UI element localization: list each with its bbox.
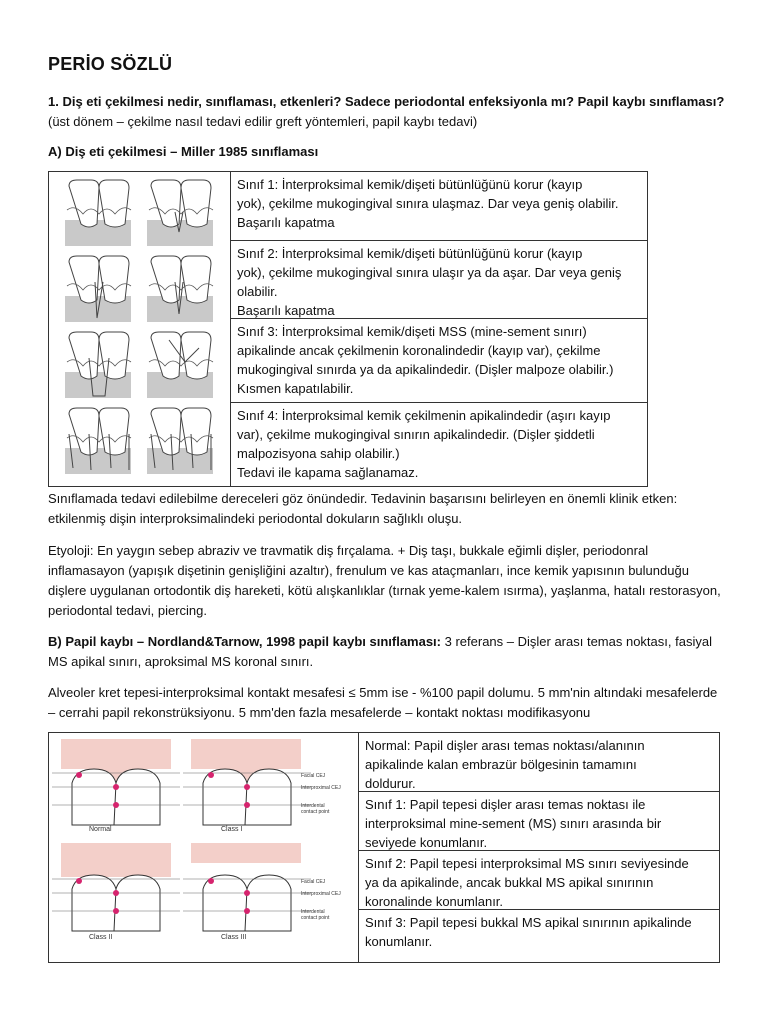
label-facial-cej-2: Facial CEJ xyxy=(301,879,326,885)
papil-class2-figure xyxy=(52,843,180,941)
papil-class3-figure xyxy=(183,843,341,941)
paragraph-alveolar: Alveoler kret tepesi-interproksimal kontakt mesafesi ≤ 5mm ise - %100 papil dolumu. 5 mm'nin altındaki mesafelerde – cerrahi papil rekonstrüksiyonu. 5 mm'den fazla mesafelerde – kontakt noktası modifikasyonu xyxy=(48,685,718,720)
section-b xyxy=(48,632,728,672)
section-b-text: 3 referans – Dişler arası temas noktası, fasiyal MS apikal sınırı, aproksimal MS koronal sınırı. xyxy=(48,634,712,669)
label-interproximal-cej-1: Interproximal CEJ xyxy=(301,785,341,791)
page-title: PERİO SÖZLÜ xyxy=(48,54,173,74)
papil-figure xyxy=(49,733,358,962)
miller-class2-figure xyxy=(65,256,213,322)
papil-class1-figure xyxy=(183,739,341,833)
label-interdental-2: Interdental xyxy=(301,909,325,915)
miller-teeth-illustration xyxy=(49,172,230,486)
label-class2: Class II xyxy=(89,934,113,941)
label-interproximal-cej-2: Interproximal CEJ xyxy=(301,891,341,897)
section-b-heading: B) Papil kaybı – Nordland&Tarnow, 1998 papil kaybı sınıflaması: xyxy=(48,634,442,649)
papil-class-2: Sınıf 2: Papil tepesi interproksimal MS sınırı seviyesinde ya da apikalinde, ancak bukkal MS apikal sınırının koronalinde konumlanır. xyxy=(359,851,719,910)
label-facial-cej-1: Facial CEJ xyxy=(301,773,326,779)
label-contact-point-1: contact point xyxy=(301,809,330,815)
miller-illustrations xyxy=(49,172,231,486)
label-interdental-1: Interdental xyxy=(301,803,325,809)
question-1-note: (üst dönem – çekilme nasıl tedavi edilir greft yöntemleri, papil kaybı tedavi) xyxy=(48,114,478,129)
miller-class-1: Sınıf 1: İnterproksimal kemik/dişeti bütünlüğünü korur (kayıp yok), çekilme mukogingival sınıra ulaşmaz. Dar veya geniş olabilir. Başarılı kapatma xyxy=(231,172,647,241)
label-contact-point-2: contact point xyxy=(301,915,330,921)
label-class1: Class I xyxy=(221,826,243,833)
question-1 xyxy=(48,92,728,132)
paragraph-etiology: Etyoloji: En yaygın sebep abraziv ve travmatik diş fırçalama. + Diş taşı, bukkale eğimli dişler, periodonral inflamasayon (yapışık dişetinin genişliğini azaltır), frenulum ve kas ataçmanları, ince kemik yapısının bulunduğu dişlere uygulanan ortodontik diş hareketi, kötü alışkanlıklar (tırnak yeme-kalem ısırma), yaşlanma, hatalı restorasyon, periodontal tedavi, piercing. xyxy=(48,543,721,618)
miller-class-3: Sınıf 3: İnterproksimal kemik/dişeti MSS (mine-sement sınırı) apikalinde ancak çekilmenin koronalindedir (kayıp var), çekilme mukogingival sınırda ya da apikalindedir. (Dişler malpoze olabilir.) Kısmen kapatılabilir. xyxy=(231,319,647,403)
papil-illustrations xyxy=(49,733,359,962)
section-a-heading: A) Diş eti çekilmesi – Miller 1985 sınıflaması xyxy=(48,144,319,159)
papil-class-3: Sınıf 3: Papil tepesi bukkal MS apikal sınırının apikalinde konumlanır. xyxy=(365,915,692,949)
question-1-bold: 1. Diş eti çekilmesi nedir, sınıflaması, etkenleri? Sadece periodontal enfeksiyonla mı? Papil kaybı sınıflaması? xyxy=(48,94,725,109)
label-normal: Normal xyxy=(89,826,112,833)
miller-class1-figure xyxy=(65,180,213,246)
miller-table xyxy=(48,171,648,487)
label-class3: Class III xyxy=(221,934,247,941)
papil-table xyxy=(48,732,720,963)
miller-class-2: Sınıf 2: İnterproksimal kemik/dişeti bütünlüğünü korur (kayıp yok), çekilme mukogingival sınıra ulaşır ya da aşar. Dar veya geniş olabilir. Başarılı kapatma xyxy=(231,241,647,319)
miller-class-4: Sınıf 4: İnterproksimal kemik çekilmenin apikalindedir (aşırı kayıp var), çekilme mukogingival sınırın apikalindedir. (Dişler şiddetli malpozisyona sahip olabilir.) Tedavi ile kapama sağlanamaz. xyxy=(237,408,611,480)
miller-class4-figure xyxy=(65,408,213,474)
papil-class-1: Sınıf 1: Papil tepesi dişler arası temas noktası ile interproksimal mine-sement (MS) sınırı arasında bir seviyede konumlanır. xyxy=(359,792,719,851)
paragraph-treatment: Sınıflamada tedavi edilebilme dereceleri göz önündedir. Tedavinin başarısını belirleyen en önemli klinik etken: etkilenmiş dişin interproksimalindeki periodontal dokuların sağlıklı oluşu. xyxy=(48,491,678,526)
miller-class3-figure xyxy=(65,332,213,398)
papil-normal-figure xyxy=(52,739,180,833)
papil-normal: Normal: Papil dişler arası temas noktası/alanının apikalinde kalan embrazür bölgesinin tamamını doldurur. xyxy=(359,733,719,792)
